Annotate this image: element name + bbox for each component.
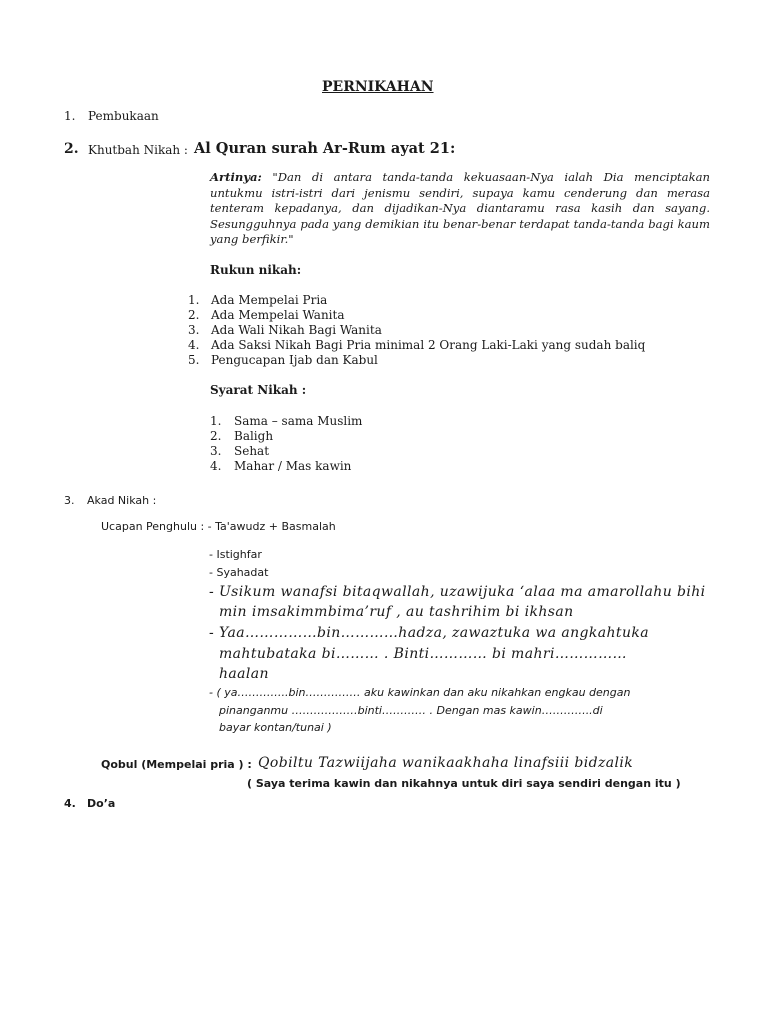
section-1-label: Pembukaan <box>88 109 159 123</box>
syarat-item-number: 2. <box>210 429 222 443</box>
artinya-paragraph <box>210 170 710 248</box>
page-title: PERNIKAHAN <box>322 79 434 95</box>
syarat-item-number: 1. <box>210 414 222 428</box>
ucapan-penghulu: Ucapan Penghulu : - Ta'awudz + Basmalah <box>101 520 336 533</box>
ijab-line-3: haalan <box>219 666 269 682</box>
syahadat-line: - Syahadat <box>209 566 269 579</box>
ijab-line-1: - Yaa……………bin…………hadza, zawaztuka wa angkahtuka <box>209 625 650 641</box>
rukun-item-number: 5. <box>188 353 200 367</box>
rukun-item-text: Pengucapan Ijab dan Kabul <box>211 353 378 367</box>
rukun-item-number: 3. <box>188 323 200 337</box>
qobul-label: Qobul (Mempelai pria ) : <box>101 758 252 771</box>
rukun-item-text: Ada Saksi Nikah Bagi Pria minimal 2 Orang Laki-Laki yang sudah baliq <box>211 338 646 352</box>
rukun-item-number: 4. <box>188 338 200 352</box>
syarat-item-number: 3. <box>210 444 222 458</box>
syarat-heading: Syarat Nikah : <box>210 383 307 397</box>
usikum-line-1: - Usikum wanafsi bitaqwallah, uzawijuka ‘alaa ma amarollahu bihi <box>209 584 706 600</box>
syarat-item-text: Sama – sama Muslim <box>234 414 363 428</box>
syarat-item-number: 4. <box>210 459 222 473</box>
ijab-line-2: mahtubataka bi……… . Binti………… bi mahri…………… <box>219 646 627 662</box>
rukun-item-number: 1. <box>188 293 200 307</box>
rukun-heading: Rukun nikah: <box>210 263 302 277</box>
rukun-item-text: Ada Mempelai Pria <box>211 293 328 307</box>
section-2-number: 2. <box>64 141 79 157</box>
syarat-item-text: Mahar / Mas kawin <box>234 459 352 473</box>
syarat-item-text: Baligh <box>234 429 274 443</box>
syarat-item-text: Sehat <box>234 444 270 458</box>
usikum-line-2: min imsakimmbima’ruf , au tashrihim bi ikhsan <box>219 604 574 620</box>
section-3-label: Akad Nikah : <box>87 494 157 507</box>
translation-line-1: - ( ya…………..bin…………… aku kawinkan dan aku nikahkan engkau dengan <box>209 686 631 699</box>
istighfar-line: - Istighfar <box>209 548 262 561</box>
section-1-number: 1. <box>64 109 76 123</box>
qobul-translation: ( Saya terima kawin dan nikahnya untuk diri saya sendiri dengan itu ) <box>247 777 681 790</box>
section-4-number: 4. <box>64 797 76 810</box>
translation-line-2: pinanganmu ………………binti………… . Dengan mas kawin…………..di <box>219 704 603 717</box>
artinya-label: Artinya: <box>210 170 262 184</box>
rukun-item-number: 2. <box>188 308 200 322</box>
translation-line-3: bayar kontan/tunai ) <box>219 721 332 734</box>
section-3-number: 3. <box>64 494 75 507</box>
section-2-label: Khutbah Nikah : <box>88 143 188 157</box>
quran-reference: Al Quran surah Ar-Rum ayat 21: <box>194 140 456 157</box>
rukun-item-text: Ada Wali Nikah Bagi Wanita <box>211 323 382 337</box>
section-4-label: Do’a <box>87 797 116 810</box>
qobul-text: Qobiltu Tazwiijaha wanikaakhaha linafsiii bidzalik <box>258 755 634 771</box>
artinya-text: "Dan di antara tanda-tanda kekuasaan-Nya ialah Dia menciptakan untukmu istri-istri dari jenismu sendiri, supaya kamu cenderung dan merasa tenteram kepadanya, dan dijadikan-Nya diantaramu rasa kasih dan sayang. Sesungguhnya pada yang demikian itu benar-benar terdapat tanda-tanda bagi kaum yang berfikir." <box>210 170 710 246</box>
rukun-item-text: Ada Mempelai Wanita <box>211 308 345 322</box>
